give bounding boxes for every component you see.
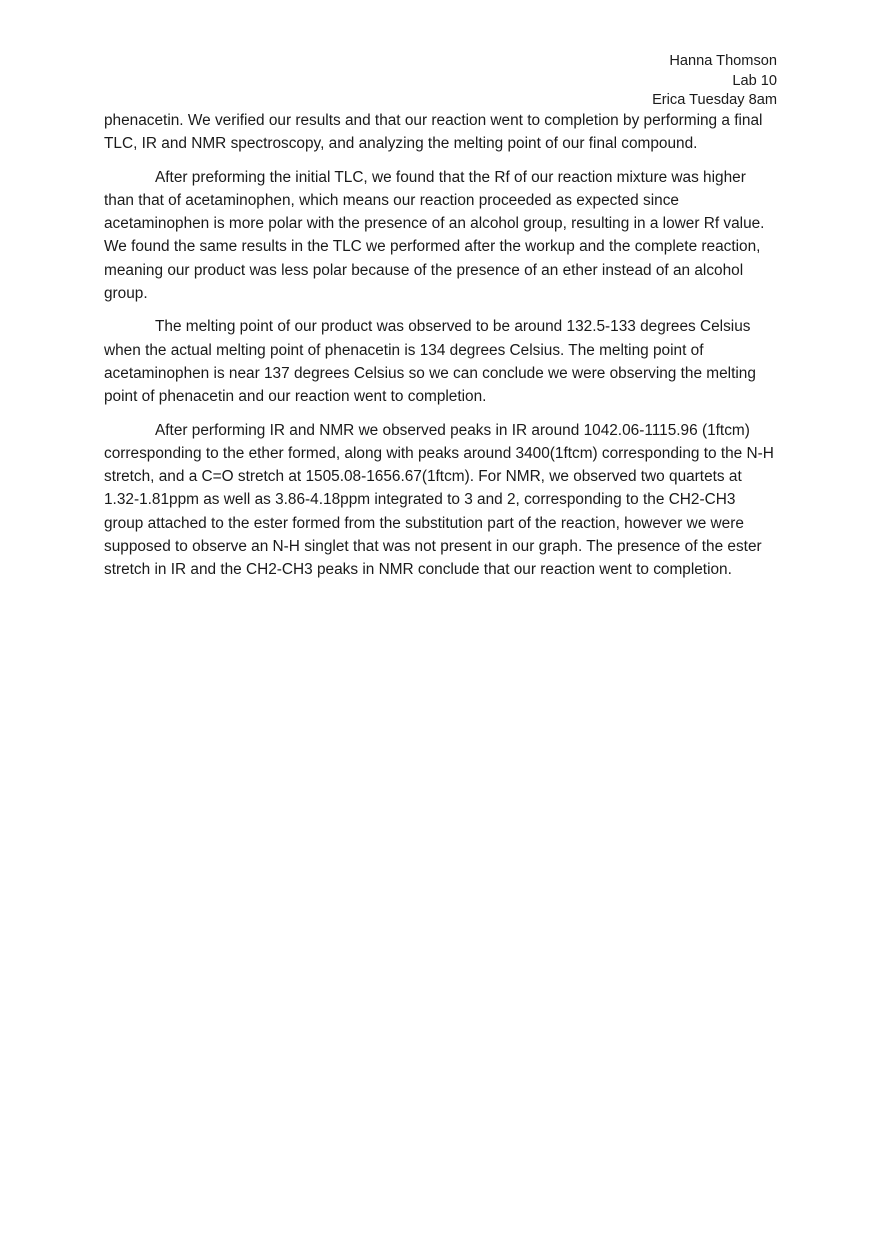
paragraph-continuation: phenacetin. We verified our results and that our reaction went to completion by performing a final TLC, IR and NMR spectroscopy, and analyzing the melting point of our final compound. bbox=[104, 112, 763, 153]
lab-number: Lab 10 bbox=[732, 72, 777, 89]
page-header bbox=[652, 52, 777, 111]
document-body bbox=[104, 109, 776, 592]
section-info: Erica Tuesday 8am bbox=[652, 92, 777, 108]
paragraph-tlc: After preforming the initial TLC, we found that the Rf of our reaction mixture was higher than that of acetaminophen, which means our reaction proceeded as expected since acetaminophen is more polar with the presence of an alcohol group, resulting in a lower Rf value. We found the same results in the TLC we performed after the workup and the complete reaction, meaning our product was less polar because of the presence of an ether instead of an alcohol group. bbox=[104, 168, 765, 303]
author-name: Hanna Thomson bbox=[669, 53, 777, 69]
paragraph-ir-nmr: After performing IR and NMR we observed peaks in IR around 1042.06-1115.96 (1ftcm) corresponding to the ether formed, along with peaks around 3400(1ftcm) corresponding to the N-H stretch, and a C=O stretch at 1505.08-1656.67(1ftcm). For NMR, we observed two quartets at 1.32-1.81ppm as well as 3.86-4.18ppm integrated to 3 and 2, corresponding to the CH2-CH3 group attached to the ester formed from the substitution part of the reaction, however we were supposed to observe an N-H singlet that was not present in our graph. The presence of the ester stretch in IR and the CH2-CH3 peaks in NMR conclude that our reaction went to completion. bbox=[104, 421, 774, 579]
paragraph-melting-point: The melting point of our product was observed to be around 132.5-133 degrees Celsius when the actual melting point of phenacetin is 134 degrees Celsius. The melting point of acetaminophen is near 137 degrees Celsius so we can conclude we were observing the melting point of phenacetin and our reaction went to completion. bbox=[104, 318, 756, 406]
